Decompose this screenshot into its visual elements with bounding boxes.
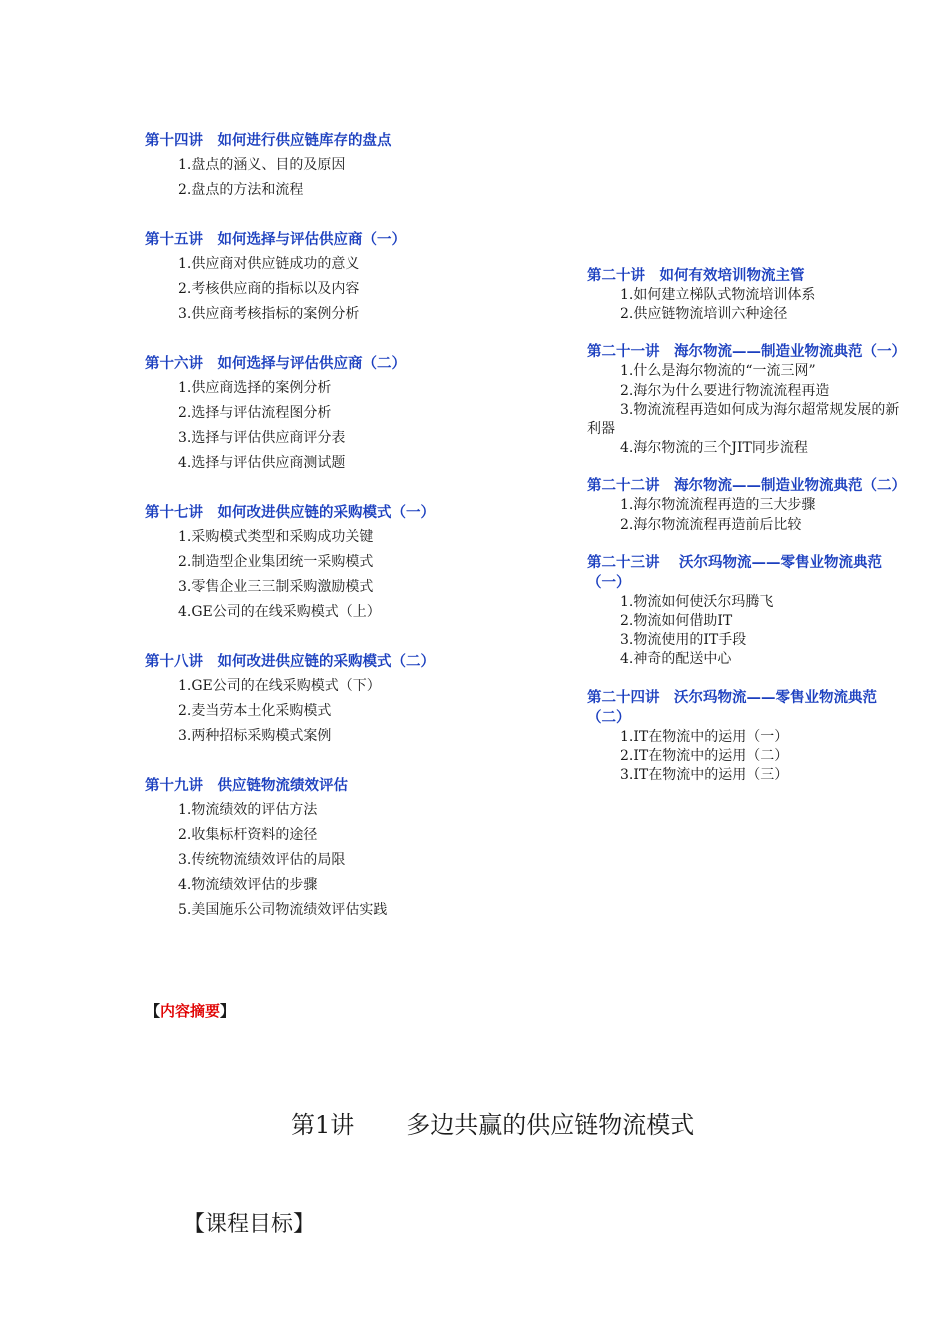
list-item: 4.物流绩效评估的步骤 — [178, 877, 318, 893]
list-item: 4.海尔物流的三个JIT同步流程 — [620, 440, 808, 457]
list-item: 4.选择与评估供应商测试题 — [178, 455, 346, 471]
list-item: 2.物流如何借助IT — [620, 613, 733, 630]
list-item: 4.GE公司的在线采购模式（上） — [178, 604, 381, 620]
toc-section — [587, 342, 907, 458]
list-item: 3.零售企业三三制采购激励模式 — [178, 579, 374, 595]
list-item: 2.海尔物流流程再造前后比较 — [620, 516, 802, 533]
list-item: 2.选择与评估流程图分析 — [178, 405, 332, 421]
section-title: 第二十二讲 海尔物流——制造业物流典范（二） — [587, 477, 906, 495]
lecture-heading — [291, 1105, 694, 1140]
list-item: 1.如何建立梯队式物流培训体系 — [620, 287, 816, 303]
toc-left-column — [145, 128, 565, 947]
list-item: 1.盘点的涵义、目的及原因 — [178, 157, 346, 173]
list-item: 2.供应链物流培训六种途径 — [620, 306, 788, 323]
toc-section — [587, 553, 907, 670]
content-summary-heading — [145, 1000, 235, 1021]
list-item: 2.IT在物流中的运用（二） — [620, 747, 789, 764]
toc-section — [145, 500, 565, 625]
section-title: 第十五讲 如何选择与评估供应商（一） — [145, 231, 406, 248]
toc-section — [145, 649, 565, 749]
list-item: 3.传统物流绩效评估的局限 — [178, 852, 346, 868]
section-title: 第十六讲 如何选择与评估供应商（二） — [145, 355, 406, 372]
section-title: 第二十三讲 沃尔玛物流——零售业物流典范（一） — [587, 553, 883, 591]
toc-section — [145, 227, 565, 327]
section-title: 第二十四讲 沃尔玛物流——零售业物流典范（二） — [587, 688, 877, 726]
list-item: 3.物流流程再造如何成为海尔超常规发展的新利器 — [587, 401, 900, 438]
list-item: 2.收集标杆资料的途径 — [178, 827, 318, 843]
list-item: 3.供应商考核指标的案例分析 — [178, 306, 360, 322]
list-item: 2.海尔为什么要进行物流流程再造 — [620, 382, 830, 399]
list-item: 2.盘点的方法和流程 — [178, 182, 304, 198]
lecture-number: 第1讲 — [291, 1111, 355, 1139]
list-item: 2.麦当劳本土化采购模式 — [178, 703, 332, 719]
toc-section — [587, 688, 907, 786]
list-item: 1.GE公司的在线采购模式（下） — [178, 678, 381, 694]
list-item: 4.神奇的配送中心 — [620, 651, 732, 668]
list-item: 1.供应商对供应链成功的意义 — [178, 256, 360, 272]
toc-section — [145, 773, 565, 923]
section-title: 第二十一讲 海尔物流——制造业物流典范（一） — [587, 343, 906, 361]
lecture-title: 多边共赢的供应链物流模式 — [406, 1111, 695, 1139]
toc-section — [587, 266, 907, 324]
list-item: 2.制造型企业集团统一采购模式 — [178, 554, 374, 570]
list-item: 1.采购模式类型和采购成功关键 — [178, 529, 374, 545]
section-title: 第十九讲 供应链物流绩效评估 — [145, 777, 348, 794]
toc-right-column — [587, 266, 907, 803]
bracket-close: 】 — [220, 1002, 236, 1020]
section-title: 第十七讲 如何改进供应链的采购模式（一） — [145, 504, 435, 521]
bracket-open: 【 — [145, 1002, 161, 1020]
toc-section — [145, 351, 565, 476]
list-item: 1.供应商选择的案例分析 — [178, 380, 332, 396]
list-item: 5.美国施乐公司物流绩效评估实践 — [178, 902, 388, 918]
list-item: 2.考核供应商的指标以及内容 — [178, 281, 360, 297]
toc-section — [145, 128, 565, 203]
list-item: 1.物流如何使沃尔玛腾飞 — [620, 593, 774, 610]
list-item: 1.海尔物流流程再造的三大步骤 — [620, 497, 816, 514]
list-item: 1.物流绩效的评估方法 — [178, 802, 318, 818]
list-item: 3.IT在物流中的运用（三） — [620, 767, 789, 784]
list-item: 3.物流使用的IT手段 — [620, 632, 747, 649]
list-item: 3.选择与评估供应商评分表 — [178, 430, 346, 446]
list-item: 1.IT在物流中的运用（一） — [620, 728, 789, 745]
section-title: 第十八讲 如何改进供应链的采购模式（二） — [145, 653, 435, 670]
section-title: 第十四讲 如何进行供应链库存的盘点 — [145, 132, 392, 149]
list-item: 1.什么是海尔物流的“一流三网” — [620, 363, 816, 380]
summary-label: 内容摘要 — [160, 1002, 221, 1020]
toc-section — [587, 476, 907, 534]
course-goal-heading: 【课程目标】 — [183, 1212, 316, 1237]
section-title: 第二十讲 如何有效培训物流主管 — [587, 267, 805, 284]
list-item: 3.两种招标采购模式案例 — [178, 728, 332, 744]
